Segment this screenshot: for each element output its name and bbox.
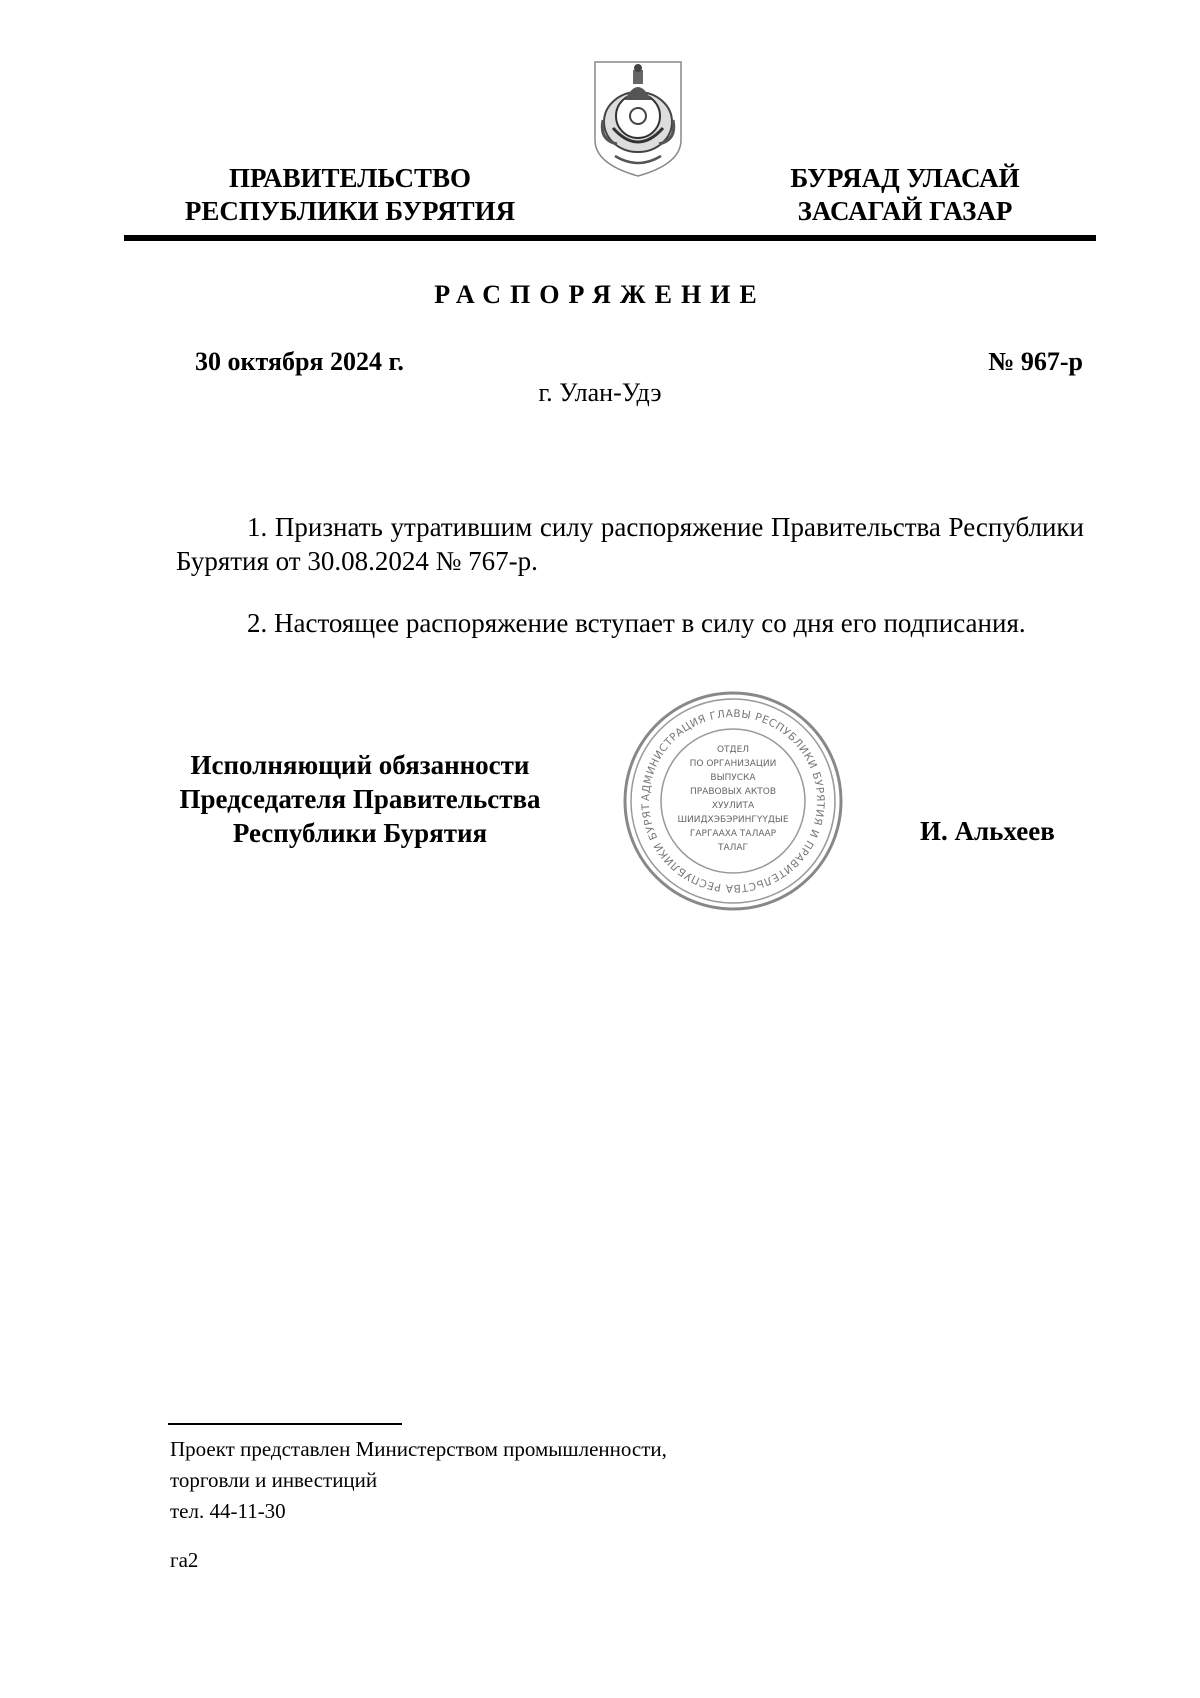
- stamp-inner-line: ШИИДХЭБЭРИНГҮҮДЫЕ: [677, 815, 789, 825]
- footnote-divider: [168, 1423, 402, 1425]
- stamp-inner-line: ТАЛАГ: [717, 843, 749, 853]
- header-right: [760, 162, 1050, 228]
- official-seal-stamp: [622, 690, 844, 912]
- paragraph-1: 1. Признать утратившим силу распоряжение Правительства Республики Бурятия от 30.08.2024 № 767-р.: [176, 512, 1084, 576]
- coat-of-arms-icon: [593, 60, 683, 178]
- footnote-line3: тел. 44-11-30: [170, 1499, 286, 1523]
- signer-title: [160, 748, 560, 850]
- document-type: РАСПОРЯЖЕНИЕ: [434, 280, 766, 309]
- footnote-line1: Проект представлен Министерством промышленности,: [170, 1437, 667, 1461]
- header-left-line2: РЕСПУБЛИКИ БУРЯТИЯ: [184, 196, 516, 226]
- header-left-line1: ПРАВИТЕЛЬСТВО: [228, 163, 472, 193]
- document-number: № 967-р: [988, 347, 1083, 376]
- signer-title-line1: Исполняющий обязанности: [190, 750, 530, 780]
- stamp-inner-line: ПО ОРГАНИЗАЦИИ: [689, 759, 777, 769]
- signer-name: И. Альхеев: [920, 816, 1055, 846]
- signer-title-line3: Республики Бурятия: [232, 818, 488, 848]
- document-city: г. Улан-Удэ: [538, 378, 662, 407]
- header-right-line2: ЗАСАГАЙ ГАЗАР: [797, 196, 1013, 226]
- stamp-inner-line: ВЫПУСКА: [710, 773, 756, 783]
- header-divider: [124, 235, 1096, 241]
- footnote-line2: торговли и инвестиций: [170, 1468, 378, 1492]
- stamp-inner-line: ОТДЕЛ: [716, 745, 750, 755]
- header-left: [170, 162, 530, 228]
- document-date: 30 октября 2024 г.: [195, 347, 404, 376]
- footnote: [170, 1434, 667, 1527]
- svg-text:АДМИНИСТРАЦИЯ ГЛАВЫ РЕСПУБЛИКИ: АДМИНИСТРАЦИЯ ГЛАВЫ РЕСПУБЛИКИ БУРЯТИЯ И ПРАВИТЕЛЬСТВА РЕСПУБЛИКИ БУРЯТ: [639, 707, 827, 895]
- document-code: га2: [170, 1548, 199, 1572]
- stamp-inner-line: ГАРГААХА ТАЛААР: [689, 829, 777, 839]
- header-right-line1: БУРЯАД УЛАСАЙ: [790, 163, 1020, 193]
- paragraph-2: 2. Настоящее распоряжение вступает в силу со дня его подписания.: [247, 608, 1026, 638]
- stamp-inner-line: ХУУЛИТА: [711, 801, 755, 811]
- stamp-inner-line: ПРАВОВЫХ АКТОВ: [689, 787, 777, 797]
- signer-title-line2: Председателя Правительства: [179, 784, 541, 814]
